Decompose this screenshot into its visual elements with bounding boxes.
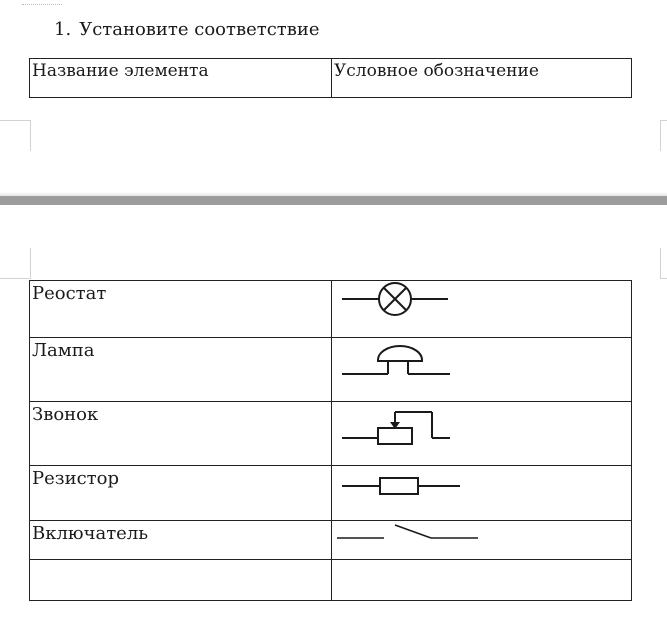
table-row xyxy=(30,402,631,466)
bell-symbol-icon xyxy=(332,338,632,402)
symbol-cell xyxy=(332,466,631,520)
table-row xyxy=(30,281,631,338)
lamp-symbol-icon xyxy=(332,281,632,338)
symbol-cell xyxy=(332,338,631,401)
header-col-name: Название элемента xyxy=(30,59,332,97)
rheostat-symbol-icon xyxy=(332,402,632,466)
table-row xyxy=(30,338,631,402)
symbol-cell xyxy=(332,402,631,465)
table-row xyxy=(30,521,631,560)
switch-symbol-icon xyxy=(332,521,632,560)
page-break-separator xyxy=(0,196,667,205)
element-name: Звонок xyxy=(30,402,332,465)
task-text: Установите соответствие xyxy=(79,19,320,40)
page-corner-mark xyxy=(660,120,667,151)
element-name: Включатель xyxy=(30,521,332,559)
symbol-cell xyxy=(332,281,631,337)
page-edge xyxy=(22,0,62,5)
element-name: Реостат xyxy=(30,281,332,337)
header-col-symbol: Условное обозначение xyxy=(334,61,539,81)
matching-table xyxy=(29,280,632,601)
task-number: 1. xyxy=(54,19,72,40)
element-name: Резистор xyxy=(30,466,332,520)
resistor-symbol-icon xyxy=(332,466,632,521)
symbol-cell xyxy=(332,521,631,559)
element-name: Лампа xyxy=(30,338,332,401)
header-table xyxy=(29,58,632,98)
table-row xyxy=(30,466,631,521)
page-corner-mark xyxy=(660,248,667,279)
page-corner-mark xyxy=(0,248,31,279)
page-corner-mark xyxy=(0,120,31,151)
element-name xyxy=(30,560,332,600)
task-heading xyxy=(54,19,320,41)
table-row xyxy=(30,560,631,600)
symbol-cell xyxy=(332,560,631,600)
